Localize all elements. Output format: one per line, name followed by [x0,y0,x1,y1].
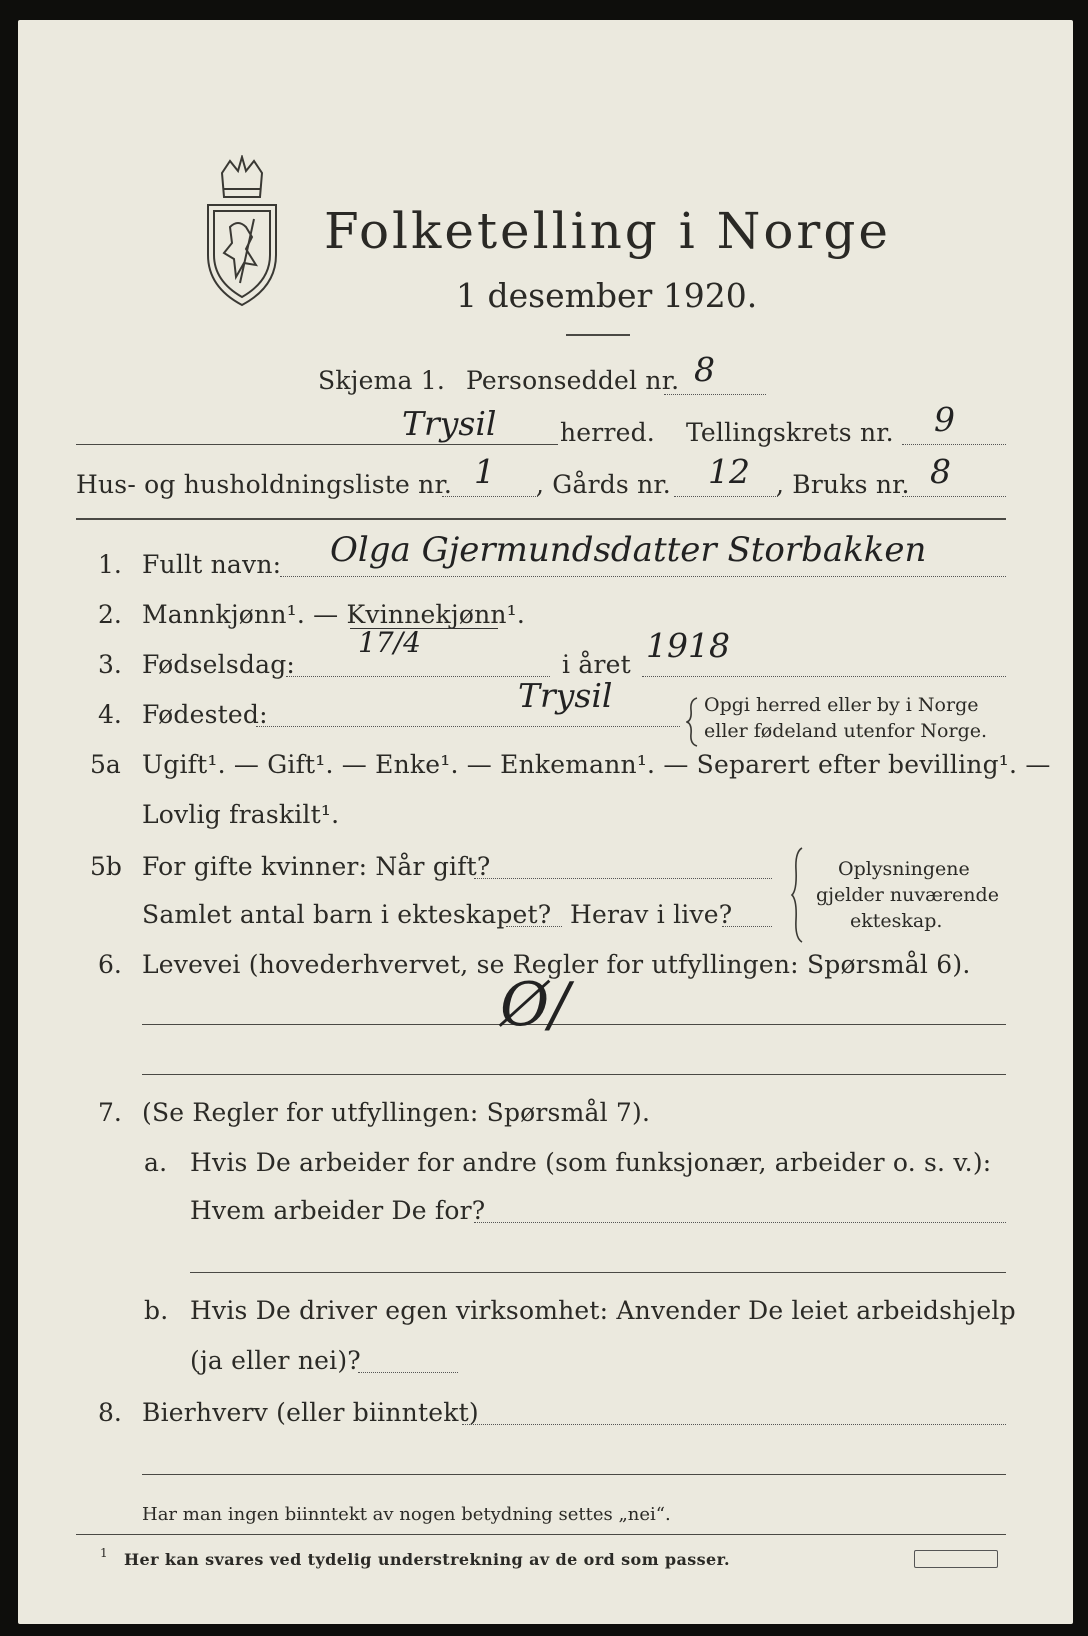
q4-note-line2: eller fødeland utenfor Norge. [704,720,988,742]
printer-stamp [914,1550,998,1568]
birth-year-value: 1918 [646,626,730,665]
q7a-line2: Hvem arbeider De for? [190,1196,486,1225]
married-when-field[interactable] [474,878,772,879]
children-alive-field[interactable] [722,926,772,927]
bruks-value: 8 [930,452,951,491]
full-name-field[interactable] [280,576,1006,577]
birthday-value: 17/4 [358,626,421,659]
side-income-field-2[interactable] [142,1474,1006,1475]
q8-label: Bierhverv (eller biinntekt) [142,1398,479,1427]
footnote-mark: 1 [100,1546,108,1560]
footer-divider [76,1534,1006,1535]
q7a-line1: Hvis De arbeider for andre (som funksjonær, arbeider o. s. v.): [190,1148,992,1177]
birth-year-field[interactable] [642,676,1006,677]
gender-options[interactable]: Mannkjønn¹. — Kvinnekjønn¹. [142,600,526,629]
birthplace-value: Trysil [518,676,613,715]
q8-number: 8. [98,1398,122,1427]
birthday-field[interactable] [286,676,550,677]
q4-label: Fødested: [142,700,268,729]
gards-field[interactable] [674,496,778,497]
gards-label: , Gårds nr. [536,470,671,499]
herred-value: Trysil [402,404,497,443]
herred-label: herred. [560,418,655,447]
tellingskrets-value: 9 [934,400,955,439]
q5b-line1: For gifte kvinner: Når gift? [142,852,491,881]
q7b-line2: (ja eller nei)? [190,1346,361,1375]
q4-note-line1: Opgi herred eller by i Norge [704,694,979,716]
q6-number: 6. [98,950,122,979]
q3-number: 3. [98,650,122,679]
occupation-field[interactable] [142,1024,1006,1025]
occupation-field-2[interactable] [142,1074,1006,1075]
skjema-label: Skjema 1. [318,366,446,395]
q1-label: Fullt navn: [142,550,282,579]
q5b-note-line1: Oplysningene [838,858,970,880]
q1-number: 1. [98,550,122,579]
section-divider [76,518,1006,520]
coat-of-arms-icon [200,155,284,307]
q7-label: (Se Regler for utfyllingen: Spørsmål 7). [142,1098,651,1127]
bruks-field[interactable] [902,496,1006,497]
full-name-value: Olga Gjermundsdatter Storbakken [330,530,927,570]
q7b-letter: b. [144,1296,169,1325]
no-income-note: Har man ingen biinntekt av nogen betydning settes „nei“. [142,1504,671,1525]
q5b-children-label: Samlet antal barn i ekteskapet? [142,900,552,929]
occupation-value: Ø/ [500,970,570,1040]
marital-status-options-2[interactable]: Lovlig fraskilt¹. [142,800,340,829]
q3-label: Fødselsdag: [142,650,296,679]
side-income-field[interactable] [462,1424,1006,1425]
form-title: Folketelling i Norge [324,202,891,260]
census-form [18,20,1073,1624]
q5b-number: 5b [90,852,122,881]
husholdning-label: Hus- og husholdningsliste nr. [76,470,453,499]
husholdning-value: 1 [474,452,495,491]
q5a-number: 5a [90,750,121,779]
q5b-note-line2: gjelder nuværende [816,884,999,906]
hired-help-field[interactable] [358,1372,458,1373]
q7-number: 7. [98,1098,122,1127]
children-count-field[interactable] [506,926,562,927]
q7b-line1: Hvis De driver egen virksomhet: Anvender De leiet arbeidshjelp [190,1296,1016,1325]
husholdning-field[interactable] [442,496,538,497]
personseddel-field[interactable] [664,394,766,395]
marital-status-options[interactable]: Ugift¹. — Gift¹. — Enke¹. — Enkemann¹. — Separert efter bevilling¹. — [142,750,1051,779]
personseddel-value: 8 [694,350,715,389]
q5b-brace-icon [790,846,804,944]
employer-field-2[interactable] [190,1272,1006,1273]
q7a-letter: a. [144,1148,168,1177]
herred-field[interactable] [76,444,558,445]
q2-number: 2. [98,600,122,629]
bruks-label: , Bruks nr. [776,470,910,499]
q6-label: Levevei (hovederhvervet, se Regler for utfyllingen: Spørsmål 6). [142,950,971,979]
q4-number: 4. [98,700,122,729]
birthplace-field[interactable] [256,726,680,727]
birth-year-label: i året [562,650,631,679]
tellingskrets-field[interactable] [902,444,1006,445]
q4-brace-icon [686,696,700,748]
footnote-text: Her kan svares ved tydelig understrekning av de ord som passer. [124,1550,730,1569]
q5b-note-line3: ekteskap. [850,910,943,932]
title-divider [566,334,630,336]
tellingskrets-label: Tellingskrets nr. [686,418,894,447]
personseddel-label: Personseddel nr. [466,366,680,395]
gards-value: 12 [708,452,750,491]
employer-field[interactable] [474,1222,1006,1223]
census-date: 1 desember 1920. [456,276,758,315]
q5b-alive-label: Herav i live? [570,900,733,929]
